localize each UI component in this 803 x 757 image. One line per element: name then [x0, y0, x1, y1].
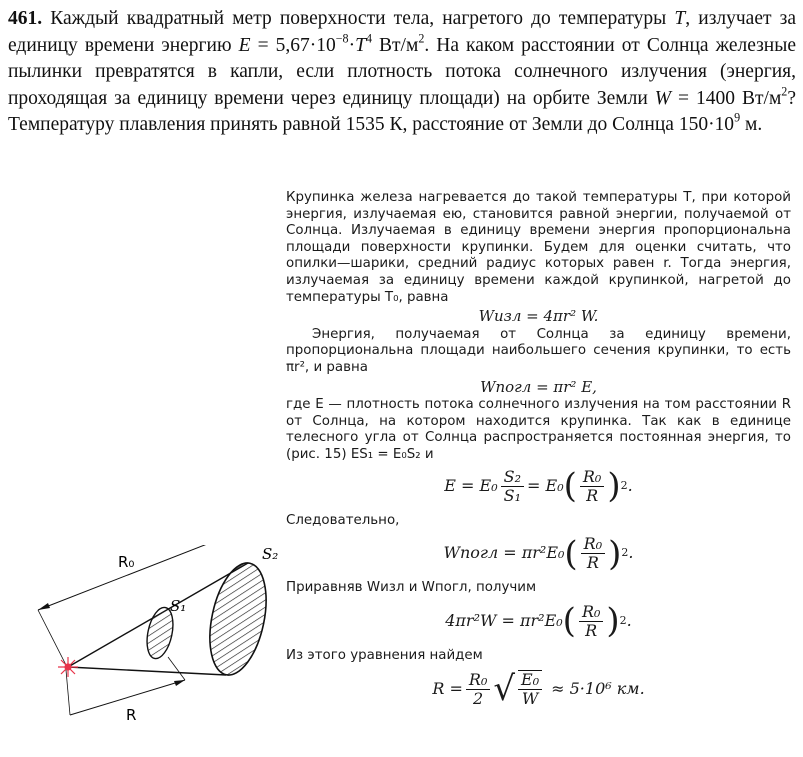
extension-line — [38, 610, 66, 665]
solution-paragraph-3: где E — плотность потока солнечного излучения на том расстоянии R от Солнца, на котором находится крупинка. Так как в единице телесного угла от Солнца распространяется постоянная энергия, то (рис. 15) ES₁ = E₀S₂ и — [286, 397, 791, 462]
cone-lower-edge — [68, 667, 226, 675]
solution-text — [286, 190, 791, 708]
equation-emission: Wизл = 4πr² W. — [478, 307, 599, 326]
equation-absorption: Wпогл = πr² E, — [480, 377, 597, 396]
cone-figure — [30, 545, 290, 755]
extension-line — [168, 657, 185, 680]
problem-statement: 461. Каждый квадратный метр поверхности тела, нагретого до температуры T, излучает за единицу времени энергию $E = 5,67\cdot 10^{-8}\cdot T^4$ $Вт/м^2$. На каком расстоянии от Солнца железные пылинки превратятся в капли, если плотность потока солнечного излучения (энергия, проходящая за единицу времени через единицу площади) на орбите Земли W = 1400 $Вт/м^2$? Температуру плавления принять равной 1535 К, расстояние от Земли до Солнца $150\cdot 10^9$ м. — [8, 8, 796, 135]
arrowhead — [38, 603, 50, 610]
equation-balance: 4πr²W = πr²E₀ ( $\frac{\text{R₀}}{R}$ ) 2 . — [445, 601, 632, 642]
label-s1: S₁ — [170, 597, 187, 615]
label-s2: S₂ — [262, 545, 279, 563]
sun-icon — [58, 657, 78, 677]
solution-paragraph-5: Приравняв Wизл и Wпогл, получим — [286, 580, 537, 596]
equation-result: R = $\frac{\text{R₀}}{2}$ √ $\frac{\text{E₀}}{W}$ ≈ 5·10⁶ км. — [432, 669, 645, 710]
problem-number: 461. — [8, 8, 43, 29]
label-r: R — [126, 706, 137, 724]
solution-paragraph-2: Энергия, получаемая от Солнца за единицу времени, пропорциональна площади наибольшего сечения крупинки, то есть πr², и равна — [286, 326, 791, 375]
solution-paragraph-6: Из этого уравнения найдем — [286, 647, 483, 663]
sqrt-sign: √ — [493, 669, 516, 710]
solution-paragraph-4: Следовательно, — [286, 512, 400, 528]
cone-diagram — [30, 545, 290, 750]
equation-absorbed-power: Wпогл = πr²E₀ ( $\frac{\text{R₀}}{R}$ ) 2 . — [443, 533, 634, 574]
solution-paragraph-1: Крупинка железа нагревается до такой температуры T, при которой энергия, излучаемая ею, становится равной энергии, получаемой от Солнца. Излучаемая в единицу времени энергия пропорциональна площади поверхности крупинки. Будем для оценки считать, что опилки—шарики, средний радиус которых равен r. Тогда энергия, излучаемая за единицу времени каждой крупинкой, нагретой до температуры T₀, равна — [286, 190, 791, 305]
surface-s2 — [201, 558, 276, 680]
label-r0: R₀ — [118, 553, 135, 571]
equation-flux-ratio: E = E₀ $\frac{\text{S₂}}{\text{S₁}}$ = E₀ ( $\frac{\text{R₀}}{R}$ ) 2 . — [444, 466, 633, 506]
arrowhead — [174, 680, 185, 686]
